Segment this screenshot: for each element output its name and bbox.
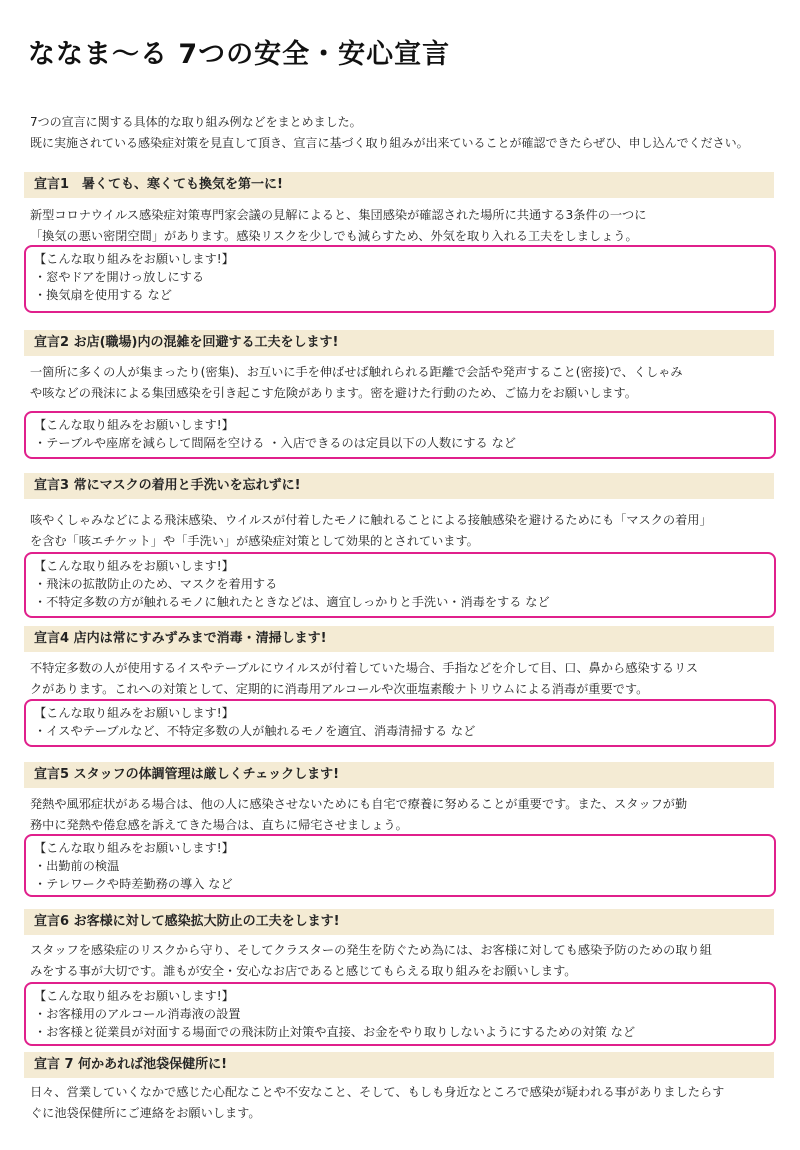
body-line: ぐに池袋保健所にご連絡をお願いします。: [30, 1106, 261, 1120]
action-item: ・窓やドアを開けっ放しにする: [34, 270, 205, 284]
action-box: [24, 834, 776, 897]
action-item: ・出勤前の検温: [34, 859, 120, 873]
action-item: ・イスやテーブルなど、不特定多数の人が触れるモノを適宜、消毒清掃する など: [34, 724, 476, 738]
action-box-heading: 【こんな取り組みをお願いします!】: [34, 559, 234, 573]
action-box-heading: 【こんな取り組みをお願いします!】: [34, 841, 234, 855]
declaration-header: 宣言4 店内は常にすみずみまで消毒・清掃します!: [24, 626, 774, 652]
action-item: ・テレワークや時差勤務の導入 など: [34, 877, 233, 891]
body-line: 発熱や風邪症状がある場合は、他の人に感染させないためにも自宅で療養に努めることが重要です。また、スタッフが勤: [30, 797, 688, 811]
action-item: ・テーブルや座席を減らして間隔を空ける ・入店できるのは定員以下の人数にする など: [34, 436, 516, 450]
declaration-body: [30, 794, 775, 836]
action-box: [24, 552, 776, 618]
declaration-header: 宣言2 お店(職場)内の混雑を回避する工夫をします!: [24, 330, 774, 356]
action-box-heading: 【こんな取り組みをお願いします!】: [34, 252, 234, 266]
action-item: ・換気扇を使用する など: [34, 288, 172, 302]
declaration-body: [30, 362, 775, 404]
body-line: 務中に発熱や倦怠感を訴えてきた場合は、直ちに帰宅させましょう。: [30, 818, 408, 832]
action-box: [24, 699, 776, 747]
body-line: 「換気の悪い密閉空間」があります。感染リスクを少しでも減らすため、外気を取り入れる工夫をしましょう。: [30, 229, 638, 243]
action-item: ・お客様と従業員が対面する場面での飛沫防止対策や直接、お金をやり取りしないようにするための対策 など: [34, 1025, 636, 1039]
page-title: ななま〜る 7つの安全・安心宣言: [28, 39, 451, 70]
action-box-heading: 【こんな取り組みをお願いします!】: [34, 706, 234, 720]
body-line: 日々、営業していくなかで感じた心配なことや不安なこと、そして、もしも身近なところで感染が疑われる事がありましたらす: [30, 1085, 725, 1099]
declaration-header: 宣言6 お客様に対して感染拡大防止の工夫をします!: [24, 909, 774, 935]
body-line: クがあります。これへの対策として、定期的に消毒用アルコールや次亜塩素酸ナトリウムによる消毒が重要です。: [30, 682, 649, 696]
action-box: [24, 245, 776, 313]
action-box: [24, 411, 776, 459]
declaration-header: 宣言1 暑くても、寒くても換気を第一に!: [24, 172, 774, 198]
body-line: を含む「咳エチケット」や「手洗い」が感染症対策として効果的とされています。: [30, 534, 479, 548]
declaration-body: [30, 940, 775, 982]
declaration-header: 宣言 7 何かあれば池袋保健所に!: [24, 1052, 774, 1078]
action-item: ・不特定多数の方が触れるモノに触れたときなどは、適宜しっかりと手洗い・消毒をする など: [34, 595, 550, 609]
body-line: や咳などの飛沫による集団感染を引き起こす危険があります。密を避けた行動のため、ご協力をお願いします。: [30, 386, 637, 400]
action-box-heading: 【こんな取り組みをお願いします!】: [34, 989, 234, 1003]
action-item: ・お客様用のアルコール消毒液の設置: [34, 1007, 241, 1021]
action-item: ・飛沫の拡散防止のため、マスクを着用する: [34, 577, 278, 591]
intro-text: [30, 112, 749, 154]
body-line: みをする事が大切です。誰もが安全・安心なお店であると感じてもらえる取り組みをお願いします。: [30, 964, 577, 978]
body-line: スタッフを感染症のリスクから守り、そしてクラスターの発生を防ぐため為には、お客様に対しても感染予防のための取り組: [30, 943, 712, 957]
body-line: 新型コロナウイルス感染症対策専門家会議の見解によると、集団感染が確認された場所に共通する3条件の一つに: [30, 208, 647, 222]
body-line: 不特定多数の人が使用するイスやテーブルにウイルスが付着していた場合、手指などを介して目、口、鼻から感染するリス: [30, 661, 699, 675]
action-box: [24, 982, 776, 1046]
declaration-body: [30, 658, 775, 700]
intro-line: 7つの宣言に関する具体的な取り組み例などをまとめました。: [30, 115, 362, 129]
declaration-header: 宣言5 スタッフの体調管理は厳しくチェックします!: [24, 762, 774, 788]
declaration-body: [30, 510, 775, 552]
declaration-header: 宣言3 常にマスクの着用と手洗いを忘れずに!: [24, 473, 774, 499]
body-line: 一箇所に多くの人が集まったり(密集)、お互いに手を伸ばせば触れられる距離で会話や発声すること(密接)で、くしゃみ: [30, 365, 683, 379]
body-line: 咳やくしゃみなどによる飛沫感染、ウイルスが付着したモノに触れることによる接触感染を避けるためにも「マスクの着用」: [30, 513, 712, 527]
declaration-body: [30, 205, 775, 247]
action-box-heading: 【こんな取り組みをお願いします!】: [34, 418, 234, 432]
declaration-body: [30, 1082, 775, 1124]
intro-line: 既に実施されている感染症対策を見直して頂き、宣言に基づく取り組みが出来ていることが確認できたらぜひ、申し込んでください。: [30, 136, 749, 150]
